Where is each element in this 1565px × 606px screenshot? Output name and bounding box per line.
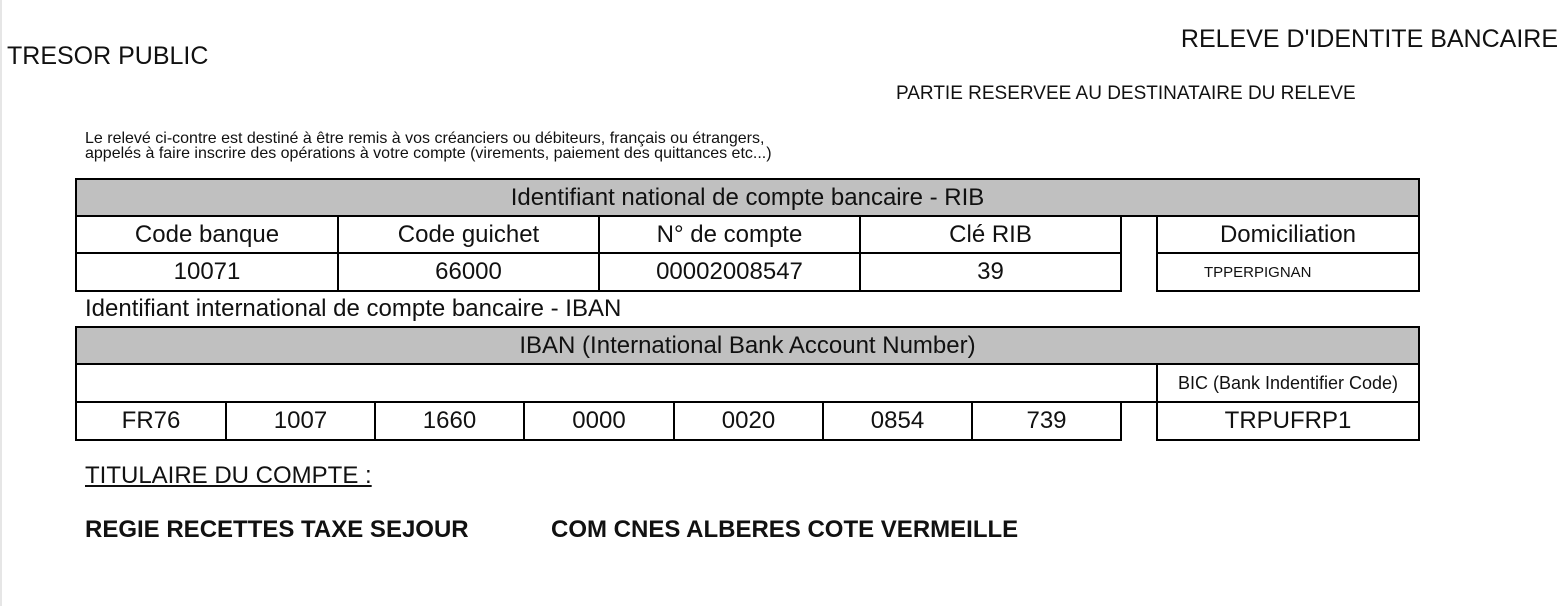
rib-value-code-banque: 10071 xyxy=(75,252,339,292)
account-holder-name-2: COM CNES ALBERES COTE VERMEILLE xyxy=(551,516,1019,543)
iban-group-2: 1007 xyxy=(225,401,376,441)
rib-header-domiciliation: Domiciliation xyxy=(1156,215,1420,254)
account-holder-heading: TITULAIRE DU COMPTE : xyxy=(85,462,372,489)
iban-group-6: 0854 xyxy=(822,401,973,441)
iban-group-5: 0020 xyxy=(673,401,824,441)
rib-value-code-guichet: 66000 xyxy=(337,252,600,292)
intro-line-1: Le relevé ci-contre est destiné à être remis à vos créanciers ou débiteurs, français ou étrangers, xyxy=(85,130,765,147)
intro-line-2: appelés à faire inscrire des opérations à votre compte (virements, paiement des quittances etc...) xyxy=(85,145,772,162)
rib-header-code-guichet: Code guichet xyxy=(337,215,600,254)
iban-title: IBAN (International Bank Account Number) xyxy=(75,326,1420,365)
page-edge xyxy=(0,0,2,606)
organization-name: TRESOR PUBLIC xyxy=(7,42,209,70)
iban-group-3: 1660 xyxy=(374,401,525,441)
rib-title: Identifiant national de compte bancaire - RIB xyxy=(75,178,1420,217)
iban-group-7: 739 xyxy=(971,401,1122,441)
rib-header-code-banque: Code banque xyxy=(75,215,339,254)
iban-group-1: FR76 xyxy=(75,401,227,441)
reserved-part-label: PARTIE RESERVEE AU DESTINATAIRE DU RELEVE xyxy=(896,83,1356,104)
rib-header-cle-rib: Clé RIB xyxy=(859,215,1122,254)
bic-value: TRPUFRP1 xyxy=(1156,401,1420,441)
iban-section-label: Identifiant international de compte bancaire - IBAN xyxy=(85,295,622,322)
iban-group-4: 0000 xyxy=(523,401,675,441)
rib-value-numero-compte: 00002008547 xyxy=(598,252,861,292)
bic-label: BIC (Bank Indentifier Code) xyxy=(1156,363,1420,403)
rib-value-domiciliation: TPPERPIGNAN xyxy=(1156,252,1420,292)
iban-blank-row xyxy=(75,363,1158,403)
rib-value-cle-rib: 39 xyxy=(859,252,1122,292)
account-holder-name-1: REGIE RECETTES TAXE SEJOUR xyxy=(85,516,469,543)
rib-header-numero-compte: N° de compte xyxy=(598,215,861,254)
document-title: RELEVE D'IDENTITE BANCAIRE xyxy=(1180,25,1558,53)
intro-text xyxy=(85,131,772,161)
